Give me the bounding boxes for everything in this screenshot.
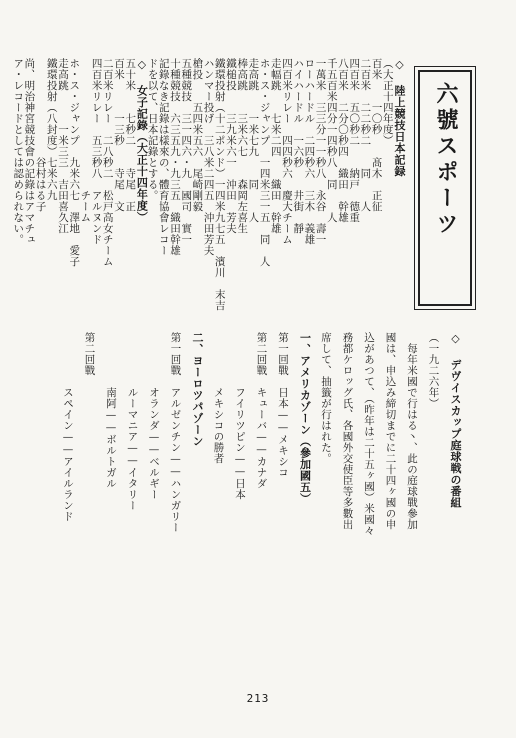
upper-line: チーム xyxy=(79,58,92,223)
upper-line: 棒高跳 三米六七 森岡左喜生 xyxy=(236,58,249,234)
upper-line: 百米 一三秒 寺尾 文 xyxy=(113,58,125,212)
lower-line: 第一回戰 日本——メキシコ xyxy=(277,332,289,478)
lower-line: オランダ——ベルギー xyxy=(148,332,160,500)
page-title: 六號スポーツ xyxy=(433,82,459,238)
upper-line: 四百米 五〇秒二 納戸 德重 xyxy=(348,58,361,223)
lower-line: ルーマニア——イタリー xyxy=(126,332,139,511)
lower-line: 二、ヨーロツパゾーン xyxy=(191,332,204,447)
upper-line: ホ・ス・ジャンプ 九米六七 澤地 愛子 xyxy=(68,58,81,267)
lower-line: ◇ デヴイスカップ庭球戦の番組 xyxy=(449,332,462,509)
upper-line: ア・レコードとしては認められない。 xyxy=(12,58,25,245)
lower-line: 席して、抽籤が行はれた。 xyxy=(320,332,332,464)
lower-line: 南阿——ボルトガル xyxy=(105,332,117,489)
upper-line: ホ・ス・ジャンプ 一四米三一五 同 人 xyxy=(258,58,271,267)
upper-line: ハンマー投げ 三八米二四五 沖田芳夫 xyxy=(202,58,215,256)
upper-line: 千五百米四分一四秒八 同 人 xyxy=(325,58,338,223)
upper-line: 五種競技 三一四六・九 國司 實一 xyxy=(180,58,193,245)
upper-line: 十種競技 六三五九・九三五 織田幹雄 xyxy=(169,58,181,256)
upper-line: 鐵槌投 三九米六一 沖田 芳夫 xyxy=(225,58,237,234)
lower-line: 第二回戰 キューバ——カナダ xyxy=(255,332,268,489)
upper-line: 走幅跳 七米二四 織田 幹雄 xyxy=(269,58,282,234)
upper-line: 走高跳 一米七九 同 人 xyxy=(247,58,260,223)
upper-line: 尚、明治神宮競技會の記錄はアマチュ xyxy=(23,58,36,245)
upper-line: 八百米 二分〇秒四 織田 幹雄 xyxy=(337,58,349,223)
lower-line: （一九二六年） xyxy=(427,332,440,409)
lower-line: 第二回戰 xyxy=(83,332,96,376)
upper-line: 二百米リレー 二八秒二 松戸高女チーム xyxy=(101,58,114,267)
upper-line: 一萬米 三三分一一秒八 永谷 壽一 xyxy=(314,58,327,245)
upper-line: 槍投 五四米五六 尾崎剛毅 xyxy=(191,58,204,212)
upper-line: 四百米リレー 四四秒六 慶大チーム xyxy=(281,58,293,245)
upper-line: ローハードル 二四秒六 三木 義雄 xyxy=(303,58,316,245)
upper-line: 百米 一〇秒 髙木 正征 xyxy=(370,58,383,212)
upper-line: ◇ 陸上競技日本記録 xyxy=(393,58,406,177)
lower-line: 務都ケロッグ氏、各國外交使臣等多數出 xyxy=(341,332,354,530)
upper-line: ドを以て、日本記錄とする。 xyxy=(146,58,159,201)
upper-line: 鐵環投射（八封度）七米六九 xyxy=(45,58,58,201)
lower-line: 第一回戰 アルゼンチン——ハンガリー xyxy=(169,332,182,533)
upper-line: 四百米リレー 五三秒八 アルヌンド xyxy=(90,58,103,245)
title-box xyxy=(418,70,472,306)
upper-line: （大正十四年度） xyxy=(381,58,394,146)
upper-line: ◇ 女子記錄（大正十四年度） xyxy=(135,58,149,223)
lower-line: スペイン——アイルランド xyxy=(62,332,74,522)
upper-line: 記錄なき記錄は樣來の、體育協會レコー xyxy=(157,58,170,256)
upper-line: 二百米 二二秒二 同 人 xyxy=(359,58,372,212)
lower-line: 每年米國で行はる丶、此の庭球戰參加 xyxy=(406,332,418,530)
upper-line: ハイハードル 一六秒 井街 靜 xyxy=(292,58,305,234)
page-number: 213 xyxy=(246,692,270,705)
lower-line: 込があつて、（昨年は二十五ヶ國）米國々 xyxy=(363,332,375,536)
upper-line: 谷村はる子 xyxy=(34,58,47,212)
lower-line: 一、アメリカゾーン（參加國五） xyxy=(298,332,312,505)
upper-line: 鐵環投射（十二ポンド）一四米九七五 濱川 末吉 xyxy=(213,58,226,311)
upper-line: 五十米 七秒二 寺尾 正 xyxy=(124,58,137,212)
lower-line: フイリツピン——日本 xyxy=(234,332,246,500)
upper-line: 走高跳 一米三三 吉田喜久江 xyxy=(57,58,69,234)
lower-line: 國は、申込み締切までに二十四ヶ國の申 xyxy=(384,332,397,530)
lower-line: メキシコの勝者 xyxy=(212,332,225,464)
